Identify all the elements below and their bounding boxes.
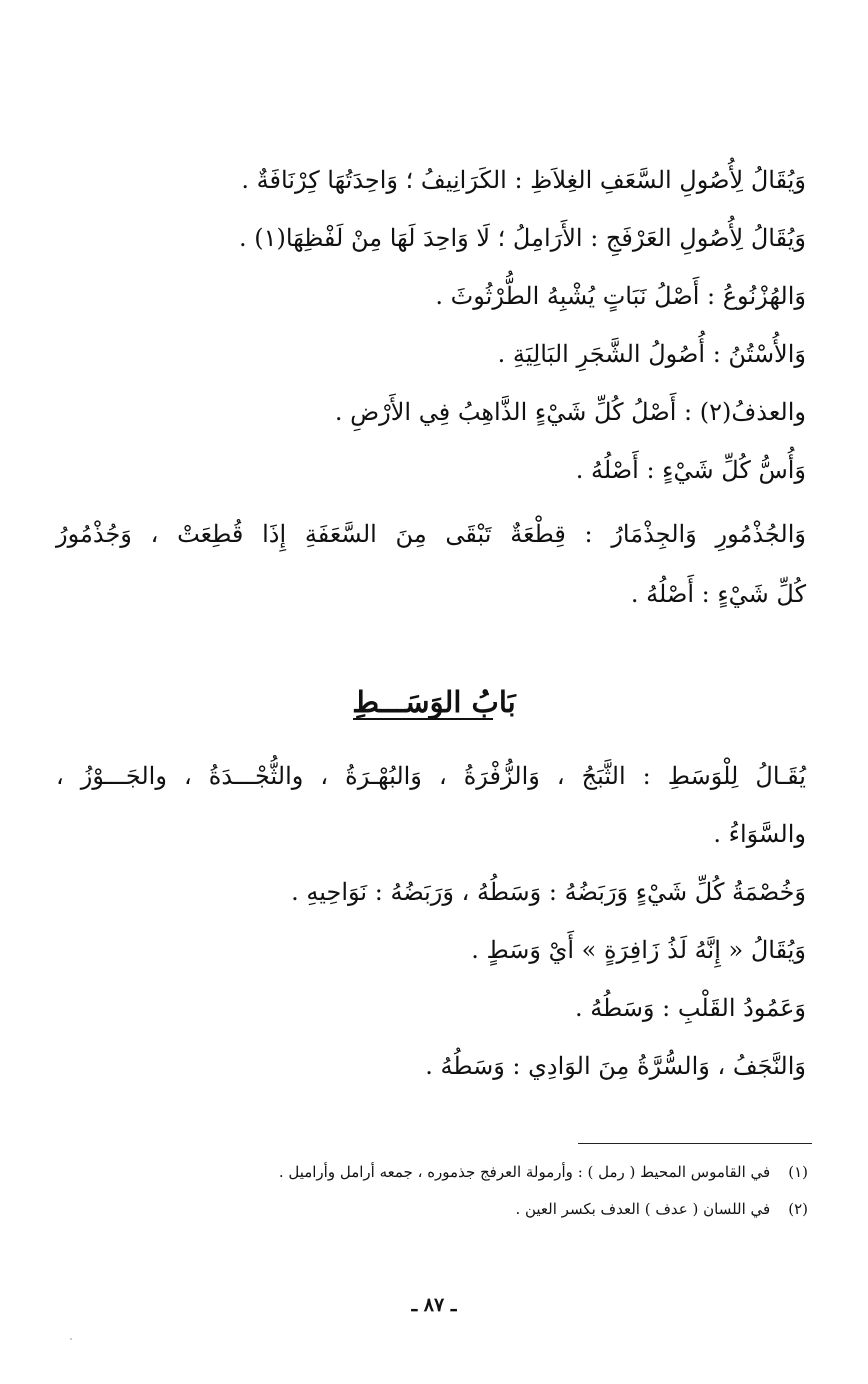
text-line: وَالهُزْنُوعُ : أَصْلُ نَبَاتٍ يُشْبِهُ الطُّرْثُوثَ .: [435, 282, 806, 310]
text-line: وَيُقَالُ « إِنَّهُ لَذُ زَافِرَةٍ » أَيْ وَسَطٍ .: [471, 936, 806, 964]
text-line: وَيُقَالُ لِأُصُولِ العَرْفَجِ : الأَرَامِلُ ؛ لَا وَاحِدَ لَهَا مِنْ لَفْظِهَا(١) .: [238, 224, 806, 252]
footnote: [279, 1160, 808, 1184]
page-number: ـ ٨٧ ـ: [411, 1294, 457, 1316]
footnote-text: في القاموس المحيط ( رمل ) : وأرمولة العرفج جذموره ، جمعه أرامل وأراميل .: [278, 1163, 771, 1181]
text-line: وَعَمُودُ القَلْبِ : وَسَطُهُ .: [575, 994, 806, 1022]
footnote: [515, 1197, 808, 1221]
text-line: وَالنَّجَفُ ، وَالسُّرَّةُ مِنَ الوَادِي : وَسَطُهُ .: [425, 1052, 806, 1080]
footnote-text: في اللسان ( عدف ) العدف بكسر العين .: [515, 1200, 771, 1218]
title-underline: [353, 718, 493, 720]
text-line: يُقَـالُ لِلْوَسَطِ : الثَّبَجُ ، وَالزُّفْرَةُ ، وَالبُهْـرَةُ ، والثُّجْـــدَةُ ، والجَـــوْزُ ،: [56, 762, 806, 790]
text-line: وَأُسُّ كُلِّ شَيْءٍ : أَصْلُهُ .: [575, 456, 806, 484]
text-line: والسَّوَاءُ .: [713, 820, 806, 848]
text-line: وَيُقَالُ لِأُصُولِ السَّعَفِ الغِلاَظِ : الكَرَانِيفُ ؛ وَاحِدَتُهَا كِرْنَافَةٌ .: [241, 166, 806, 194]
text-line: كُلِّ شَيْءٍ : أَصْلُهُ .: [630, 580, 806, 608]
text-line: وَالجُذْمُورِ وَالجِذْمَارُ : قِطْعَةٌ تَبْقَى مِنَ السَّعَفَةِ إِذَا قُطِعَتْ ، وَجُذْمُورُ: [56, 520, 806, 548]
text-line: وَخُصْمَةُ كُلِّ شَيْءٍ وَرَبَضُهُ : وَسَطُهُ ، وَرَبَضُهُ : نَوَاحِيهِ .: [291, 878, 806, 906]
footnote-separator: [578, 1143, 812, 1144]
footnote-number: (١): [788, 1163, 808, 1181]
text-line: والعذفُ(٢) : أَصْلُ كُلِّ شَيْءٍ الذَّاهِبُ فِي الأَرْضِ .: [334, 398, 806, 426]
footnote-number: (٢): [788, 1200, 808, 1218]
scan-speck: [70, 1338, 72, 1340]
text-line: وَالأُسْتُنُ : أُصُولُ الشَّجَرِ البَالِيَةِ .: [497, 340, 806, 368]
section-title: بَابُ الوَسَـــطِ: [352, 685, 516, 719]
